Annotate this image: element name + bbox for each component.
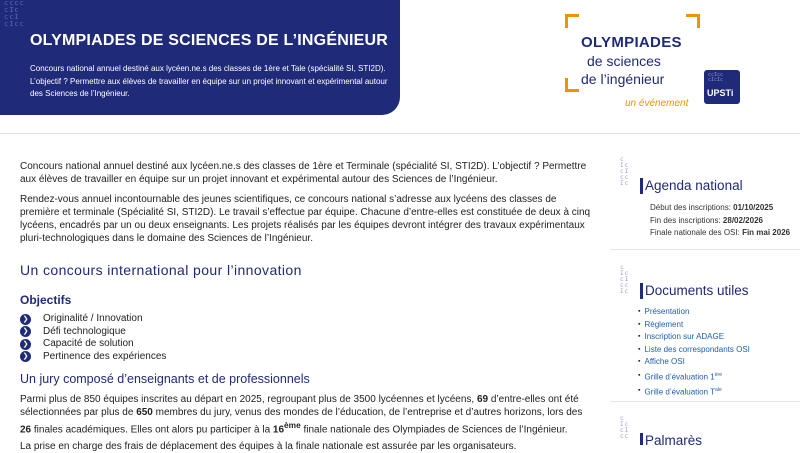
- list-item: [638, 306, 750, 319]
- palmares-heading: Palmarès: [645, 433, 703, 448]
- description-paragraph: Rendez-vous annuel incontournable des jeunes scientifiques, ce concours national s’adresse aux lycéens des classes de première et terminale (Spécialité SI, STI2D). Le travail s’effectue par équipe. Chacune d’entre-elles est constituée de deux à cinq lycéens, encadrés par un ou deux enseignants. Les projets réalisés par les équipes devront intégrer des travaux expérimentaux pluri-technologiques dans le domaine des Sciences de l’Ingénieur.: [20, 194, 591, 244]
- list-item: [638, 356, 750, 369]
- divider: [610, 401, 800, 402]
- bullet-icon: ▪: [638, 386, 641, 394]
- objective-label: Originalité / Innovation: [43, 313, 143, 324]
- list-item: [638, 331, 750, 344]
- divider: [610, 249, 800, 250]
- list-item: [638, 369, 750, 384]
- jury-heading: Un jury composé d’enseignants et de professionnels: [20, 372, 310, 386]
- list-item: [20, 326, 595, 339]
- doc-link-grille-1ere[interactable]: Grille d’évaluation 1ère: [644, 371, 722, 382]
- intro-paragraph: Concours national annuel destiné aux lycéen.ne.s des classes de 1ère et Terminale (spécialité SI, STI2D). L’objectif ? Permettre aux élèves de travailler en équipe sur un projet innovant et expérimental autour des Sciences de l’Ingénieur.: [20, 161, 587, 185]
- decorative-pattern: c Ic cI cc: [620, 415, 630, 440]
- doc-link-presentation[interactable]: Présentation: [644, 307, 690, 316]
- logo-line-2: de sciences: [587, 53, 661, 69]
- logo-line-1: OLYMPIADES: [581, 34, 682, 51]
- decorative-pattern: c Ic cI cc Ic: [620, 156, 630, 187]
- bullet-icon: ▪: [638, 320, 641, 328]
- logo-corner: [686, 14, 700, 28]
- list-item: [20, 338, 595, 351]
- upsti-name: UPSTi: [707, 88, 734, 98]
- section-title: Un concours international pour l’innovation: [20, 262, 302, 278]
- date-item: Finale nationale des OSI: Fin mai 2026: [650, 228, 791, 237]
- chevron-right-icon: ❯: [20, 326, 31, 337]
- date-item: Fin des inscriptions: 28/02/2026: [650, 215, 763, 225]
- heading-accent-bar: [640, 178, 643, 194]
- heading-accent-bar: [640, 433, 643, 445]
- cut-off-paragraph: La prise en charge des frais de déplacement des équipes à la finale nationale est assurée par les organisateurs.: [20, 441, 517, 453]
- olympiades-logo[interactable]: [565, 14, 700, 114]
- page-title: OLYMPIADES DE SCIENCES DE L’INGÉNIEUR: [30, 32, 388, 49]
- jury-paragraph: Parmi plus de 850 équipes inscrites au départ en 2025, regroupant plus de 3500 lycéennes et lycéens, 69 d’entre-elles ont été sélectionnées par plus de 650 membres du jury, venus des mondes de l’éducation, de l’entreprise et d’autres horizons, lors des 26 finales académiques. Elles ont alors pu participer à la 16ème finale nationale des Olympiades de Sciences de l’Ingénieur.: [20, 394, 583, 436]
- upsti-logo[interactable]: [704, 70, 740, 104]
- list-item: [638, 344, 750, 357]
- doc-link-correspondants[interactable]: Liste des correspondants OSI: [644, 344, 750, 354]
- doc-link-adage[interactable]: Inscription sur ADAGE: [644, 332, 725, 341]
- doc-link-grille-tale[interactable]: Grille d’évaluation $T^{ale}$: [644, 386, 722, 397]
- decorative-pattern: cccc cIc ccI cIcc: [4, 0, 25, 28]
- bullet-icon: ▪: [638, 345, 641, 353]
- logo-corner: [565, 14, 579, 28]
- objective-label: Défi technologique: [43, 325, 126, 337]
- logo-corner: [565, 78, 579, 92]
- objective-label: Pertinence des expériences: [43, 350, 167, 362]
- doc-link-reglement[interactable]: Règlement: [644, 319, 684, 329]
- header-summary: Concours national annuel destiné aux lycéen.ne.s des classes de 1ère et Tale (spécialité SI, STI2D). L’objectif ? Permettre aux élèves de travailler en équipe sur un projet innovant et expérimental autour des Sciences de l’Ingénieur.: [30, 64, 388, 98]
- logo-tagline: un événement: [625, 98, 689, 109]
- chevron-right-icon: ❯: [20, 351, 31, 362]
- list-item: [638, 384, 750, 399]
- objective-label: Capacité de solution: [43, 338, 134, 349]
- agenda-heading: Agenda national: [645, 178, 743, 193]
- header-divider: [0, 133, 800, 134]
- list-item: [20, 351, 595, 364]
- logo-line-3: de l’ingénieur: [581, 71, 665, 87]
- bullet-icon: ▪: [638, 333, 641, 340]
- chevron-right-icon: ❯: [20, 314, 31, 325]
- bullet-icon: ▪: [638, 358, 641, 365]
- bullet-icon: ▪: [638, 308, 641, 315]
- objectives-list: [20, 313, 595, 363]
- agenda-dates: [650, 202, 790, 240]
- objectives-heading: Objectifs: [20, 293, 72, 307]
- list-item: [20, 313, 595, 326]
- heading-accent-bar: [640, 283, 643, 299]
- chevron-right-icon: ❯: [20, 339, 31, 350]
- main-content: [20, 160, 595, 453]
- date-item: Début des inscriptions: 01/10/2025: [650, 203, 774, 212]
- documents-heading: Documents utiles: [645, 283, 749, 298]
- decorative-pattern: ccIcc cIcIc: [708, 72, 724, 83]
- header-banner: [0, 0, 400, 115]
- bullet-icon: ▪: [638, 371, 641, 379]
- doc-link-affiche[interactable]: Affiche OSI: [644, 357, 685, 366]
- documents-list: [638, 306, 750, 399]
- decorative-pattern: c Ic cI cc Ic: [620, 264, 630, 295]
- list-item: [638, 319, 750, 332]
